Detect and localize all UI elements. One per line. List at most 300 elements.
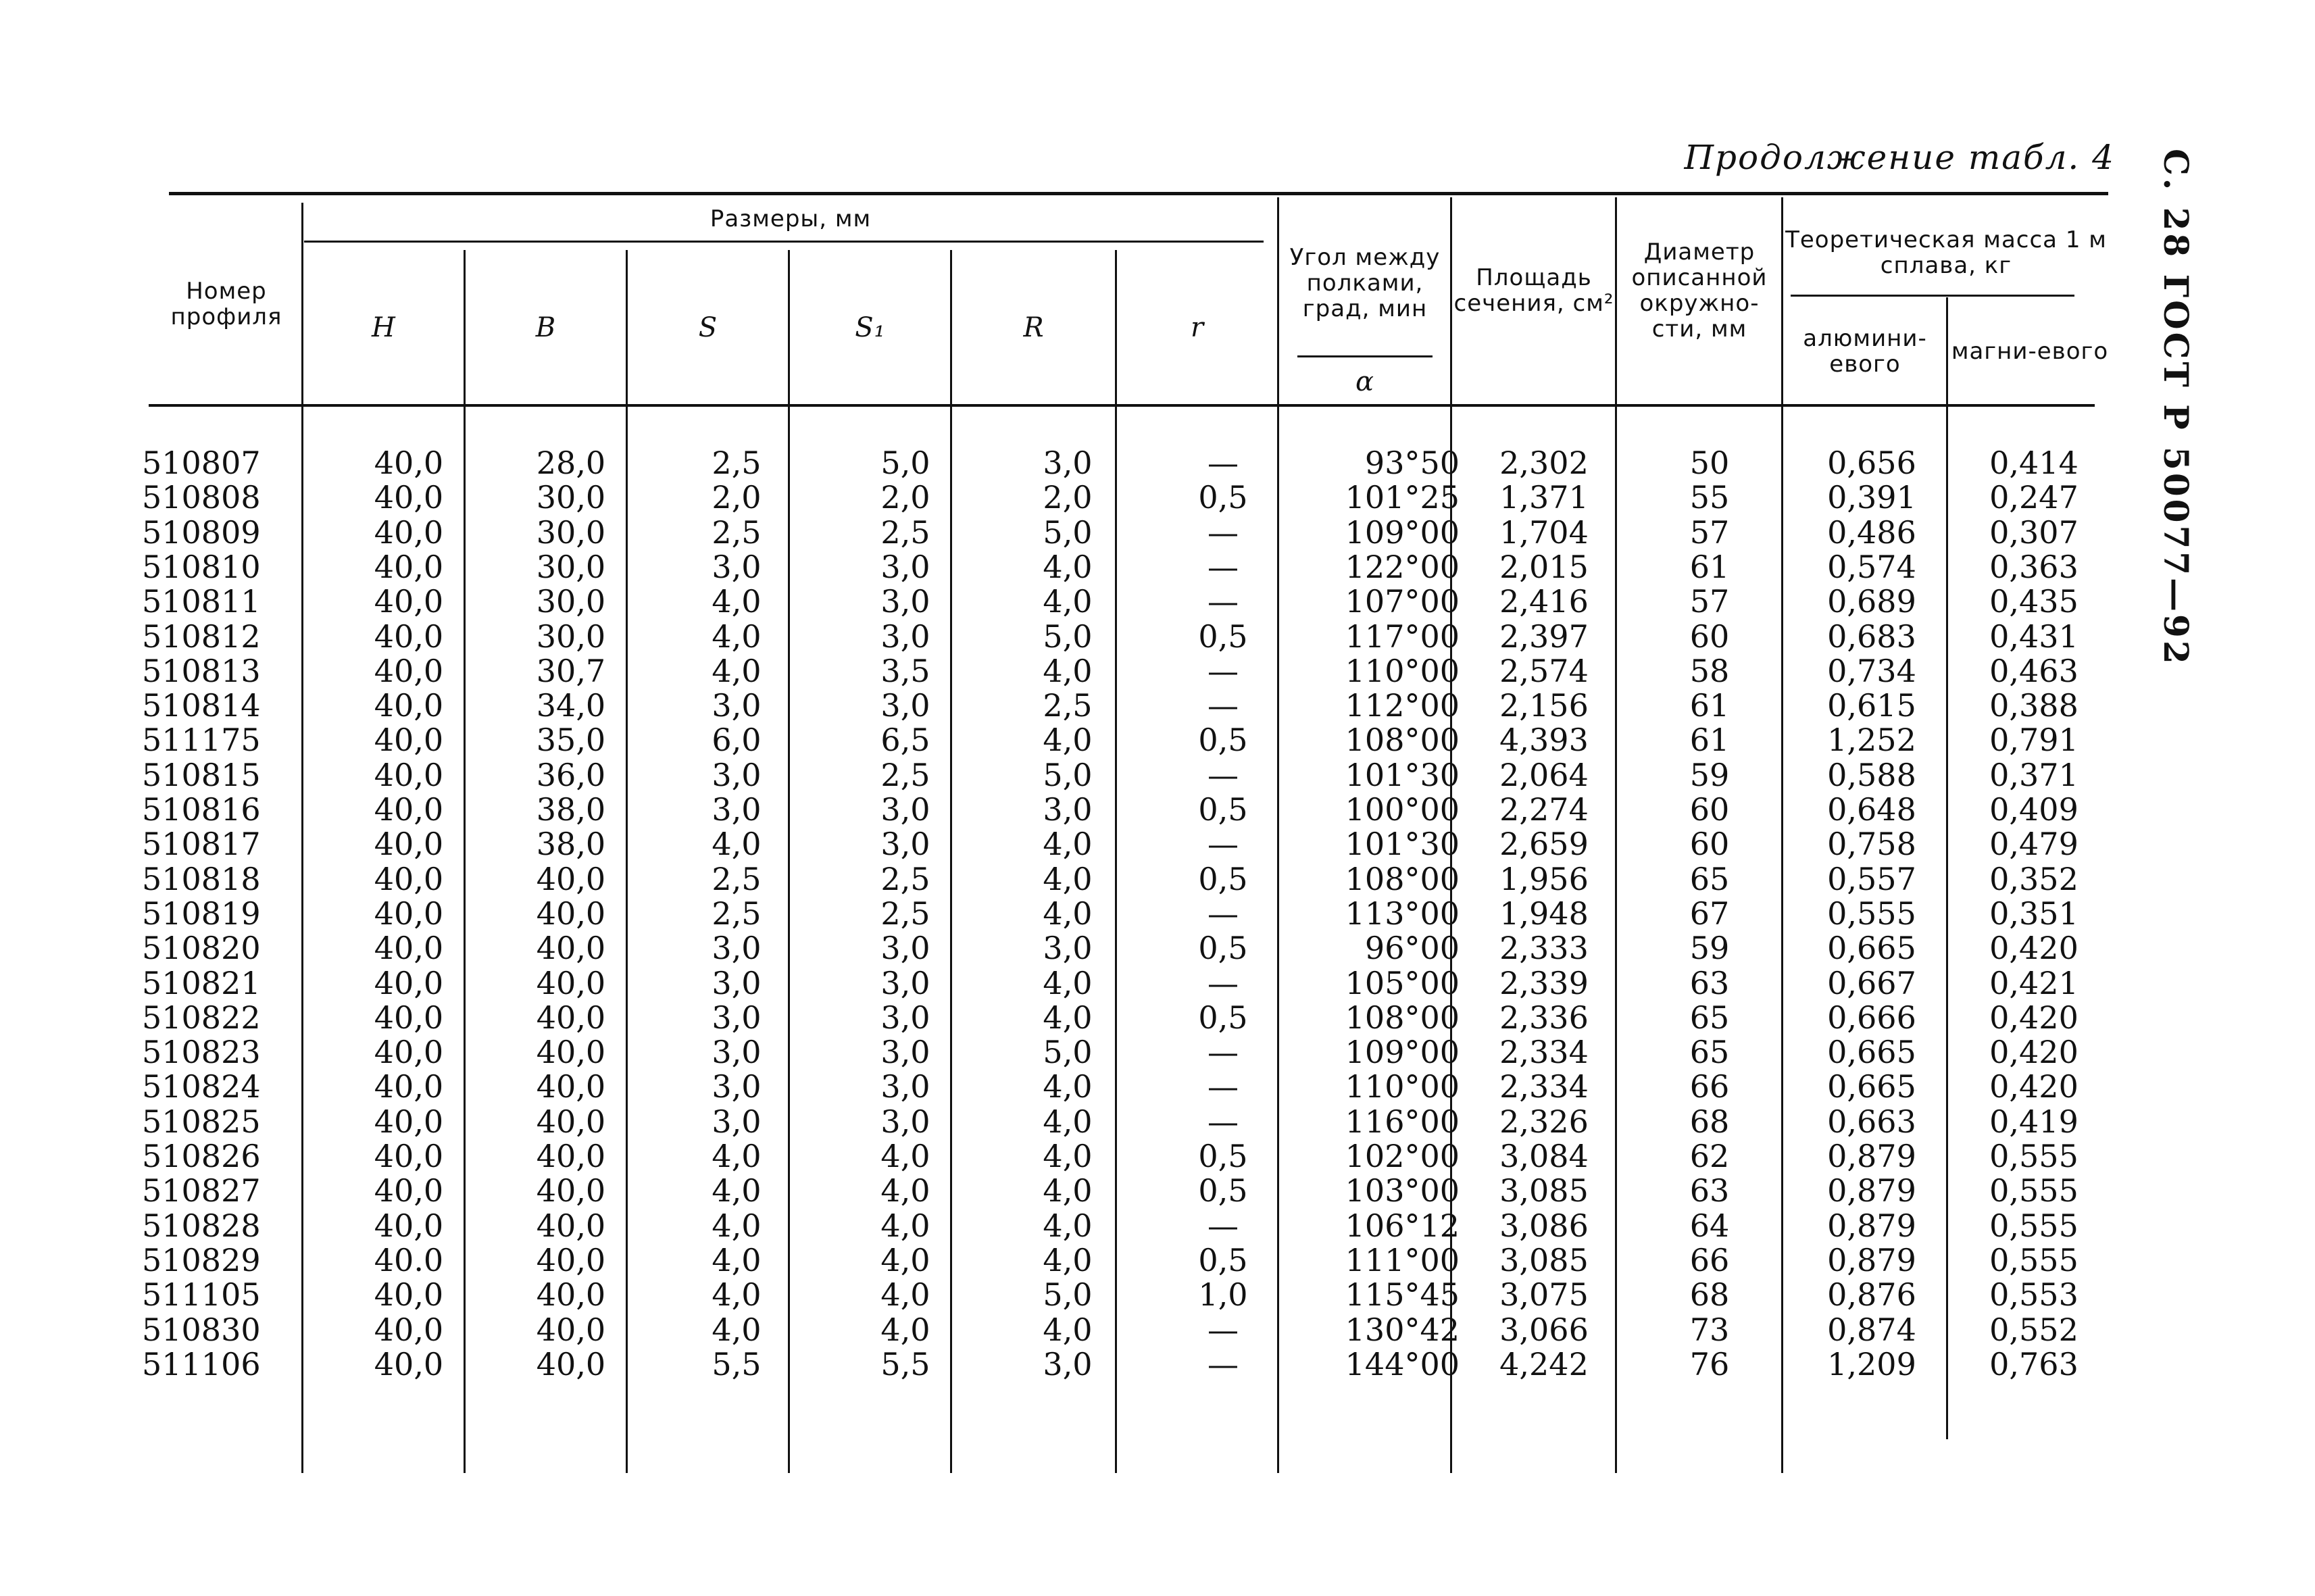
cell-angle: 112°00	[1345, 687, 1460, 724]
cell-S: 4,0	[712, 1207, 762, 1244]
cell-S1: 5,0	[880, 445, 930, 481]
cell-mass-aluminum: 0,648	[1827, 791, 1916, 828]
cell-S: 2,5	[712, 860, 762, 897]
cell-angle: 109°00	[1345, 1034, 1460, 1071]
cell-r: 0,5	[1198, 618, 1248, 655]
cell-mass-aluminum: 0,876	[1827, 1276, 1916, 1314]
cell-R: 4,0	[1043, 1172, 1093, 1210]
cell-S: 3,0	[712, 1034, 762, 1071]
cell-B: 40,0	[536, 1207, 606, 1244]
cell-S1: 3,0	[880, 964, 930, 1001]
cell-profile-number: 510815	[142, 756, 261, 793]
cell-mass-magnesium: 0,371	[1989, 756, 2078, 793]
cell-diameter: 59	[1689, 756, 1730, 793]
header-magnesium: магни-евого	[1951, 337, 2109, 365]
table-row	[142, 1243, 2169, 1278]
cell-profile-number: 510816	[142, 791, 261, 828]
cell-mass-magnesium: 0,555	[1989, 1172, 2078, 1210]
cell-area: 2,333	[1499, 930, 1589, 967]
cell-S1: 3,0	[880, 687, 930, 724]
table-row	[142, 1313, 2169, 1347]
cell-mass-aluminum: 0,879	[1827, 1241, 1916, 1278]
table-row	[142, 550, 2169, 584]
table-caption: Продолжение табл. 4	[1684, 138, 2115, 177]
cell-profile-number: 510820	[142, 930, 261, 967]
cell-B: 30,7	[536, 652, 606, 689]
cell-S1: 3,0	[880, 583, 930, 620]
cell-r: —	[1208, 895, 1239, 932]
cell-area: 3,066	[1499, 1311, 1589, 1348]
cell-mass-aluminum: 0,656	[1827, 445, 1916, 481]
cell-S1: 4,0	[880, 1138, 930, 1174]
cell-S: 4,0	[712, 1311, 762, 1348]
cell-diameter: 66	[1689, 1241, 1730, 1278]
dimensions-rule	[304, 241, 1264, 243]
cell-S: 3,0	[712, 964, 762, 1001]
cell-area: 3,084	[1499, 1138, 1589, 1174]
cell-mass-aluminum: 0,665	[1827, 1068, 1916, 1105]
cell-H: 40,0	[374, 583, 444, 620]
table-row	[142, 1105, 2169, 1139]
cell-B: 40,0	[536, 999, 606, 1036]
cell-mass-aluminum: 0,758	[1827, 826, 1916, 863]
cell-S1: 3,5	[880, 652, 930, 689]
cell-diameter: 61	[1689, 548, 1730, 585]
header-r: r	[1190, 311, 1205, 343]
cell-H: 40,0	[374, 1068, 444, 1105]
cell-R: 4,0	[1043, 860, 1093, 897]
cell-diameter: 73	[1689, 1311, 1730, 1348]
header-angle: Угол между полками, град, мин	[1289, 243, 1441, 323]
cell-profile-number: 510818	[142, 860, 261, 897]
cell-profile-number: 510828	[142, 1207, 261, 1244]
cell-S: 3,0	[712, 791, 762, 828]
cell-angle: 105°00	[1345, 964, 1460, 1001]
cell-H: 40,0	[374, 548, 444, 585]
cell-angle: 110°00	[1345, 652, 1460, 689]
cell-B: 35,0	[536, 722, 606, 759]
table-row	[142, 654, 2169, 689]
cell-S1: 5,5	[880, 1345, 930, 1382]
table-row	[142, 689, 2169, 723]
cell-H: 40,0	[374, 756, 444, 793]
cell-H: 40,0	[374, 1345, 444, 1382]
cell-diameter: 57	[1689, 514, 1730, 551]
cell-area: 1,956	[1499, 860, 1589, 897]
cell-S: 3,0	[712, 756, 762, 793]
cell-mass-aluminum: 0,574	[1827, 548, 1916, 585]
cell-r: —	[1208, 1345, 1239, 1382]
cell-S: 3,0	[712, 1068, 762, 1105]
cell-diameter: 65	[1689, 999, 1730, 1036]
cell-mass-aluminum: 0,879	[1827, 1138, 1916, 1174]
cell-H: 40,0	[374, 930, 444, 967]
cell-area: 1,948	[1499, 895, 1589, 932]
header-aluminum: алюмини-евого	[1803, 324, 1927, 378]
cell-diameter: 61	[1689, 687, 1730, 724]
cell-H: 40,0	[374, 1138, 444, 1174]
cell-mass-magnesium: 0,247	[1989, 479, 2078, 516]
cell-diameter: 59	[1689, 930, 1730, 967]
cell-mass-aluminum: 0,874	[1827, 1311, 1916, 1348]
cell-mass-magnesium: 0,420	[1989, 999, 2078, 1036]
cell-mass-aluminum: 0,615	[1827, 687, 1916, 724]
cell-area: 2,274	[1499, 791, 1589, 828]
table-row	[142, 758, 2169, 793]
cell-r: —	[1208, 445, 1239, 481]
header-B: B	[535, 311, 557, 343]
cell-S1: 3,0	[880, 1068, 930, 1105]
cell-H: 40,0	[374, 652, 444, 689]
cell-diameter: 65	[1689, 1034, 1730, 1071]
cell-R: 4,0	[1043, 1138, 1093, 1174]
table-row	[142, 1001, 2169, 1035]
cell-profile-number: 510814	[142, 687, 261, 724]
cell-angle: 101°30	[1345, 756, 1460, 793]
cell-S: 4,0	[712, 1172, 762, 1210]
cell-S: 4,0	[712, 1241, 762, 1278]
cell-r: —	[1208, 548, 1239, 585]
cell-B: 40,0	[536, 1068, 606, 1105]
cell-profile-number: 510813	[142, 652, 261, 689]
cell-S1: 2,5	[880, 514, 930, 551]
cell-R: 5,0	[1043, 514, 1093, 551]
cell-r: 0,5	[1198, 930, 1248, 967]
cell-B: 30,0	[536, 514, 606, 551]
cell-diameter: 76	[1689, 1345, 1730, 1382]
cell-area: 2,416	[1499, 583, 1589, 620]
cell-profile-number: 510827	[142, 1172, 261, 1210]
cell-r: 0,5	[1198, 1138, 1248, 1174]
cell-mass-magnesium: 0,479	[1989, 826, 2078, 863]
table-row	[142, 584, 2169, 619]
cell-S1: 3,0	[880, 1103, 930, 1140]
cell-diameter: 55	[1689, 479, 1730, 516]
cell-angle: 144°00	[1345, 1345, 1460, 1382]
cell-B: 40,0	[536, 930, 606, 967]
header-dimensions: Размеры, мм	[710, 205, 872, 232]
table-row	[142, 862, 2169, 897]
cell-R: 4,0	[1043, 895, 1093, 932]
cell-S: 3,0	[712, 548, 762, 585]
cell-S: 3,0	[712, 930, 762, 967]
cell-r: —	[1208, 756, 1239, 793]
cell-H: 40,0	[374, 479, 444, 516]
cell-profile-number: 510809	[142, 514, 261, 551]
cell-mass-magnesium: 0,352	[1989, 860, 2078, 897]
table-row	[142, 620, 2169, 654]
cell-r: —	[1208, 1311, 1239, 1348]
cell-profile-number: 510812	[142, 618, 261, 655]
cell-S: 4,0	[712, 1276, 762, 1314]
cell-mass-magnesium: 0,409	[1989, 791, 2078, 828]
cell-area: 3,086	[1499, 1207, 1589, 1244]
cell-S: 4,0	[712, 826, 762, 863]
cell-R: 4,0	[1043, 722, 1093, 759]
cell-R: 5,0	[1043, 1034, 1093, 1071]
cell-diameter: 68	[1689, 1103, 1730, 1140]
table-row	[142, 827, 2169, 862]
cell-mass-aluminum: 1,209	[1827, 1345, 1916, 1382]
cell-mass-magnesium: 0,435	[1989, 583, 2078, 620]
cell-mass-magnesium: 0,421	[1989, 964, 2078, 1001]
cell-angle: 101°25	[1345, 479, 1460, 516]
cell-diameter: 60	[1689, 791, 1730, 828]
cell-H: 40,0	[374, 445, 444, 481]
cell-R: 4,0	[1043, 1241, 1093, 1278]
cell-B: 40,0	[536, 1311, 606, 1348]
cell-H: 40,0	[374, 1172, 444, 1210]
cell-diameter: 58	[1689, 652, 1730, 689]
cell-area: 2,334	[1499, 1068, 1589, 1105]
cell-H: 40,0	[374, 1103, 444, 1140]
table-row	[142, 1278, 2169, 1312]
header-diameter: Диаметр описанной окружно-сти, мм	[1631, 238, 1768, 343]
cell-area: 1,704	[1499, 514, 1589, 551]
cell-B: 30,0	[536, 583, 606, 620]
cell-S1: 3,0	[880, 791, 930, 828]
cell-mass-magnesium: 0,351	[1989, 895, 2078, 932]
cell-diameter: 60	[1689, 826, 1730, 863]
cell-R: 4,0	[1043, 1103, 1093, 1140]
cell-angle: 108°00	[1345, 999, 1460, 1036]
cell-R: 5,0	[1043, 756, 1093, 793]
cell-diameter: 63	[1689, 1172, 1730, 1210]
cell-S1: 3,0	[880, 930, 930, 967]
cell-angle: 108°00	[1345, 860, 1460, 897]
cell-profile-number: 510824	[142, 1068, 261, 1105]
cell-R: 4,0	[1043, 1068, 1093, 1105]
cell-mass-magnesium: 0,420	[1989, 930, 2078, 967]
table-row	[142, 1070, 2169, 1104]
cell-angle: 116°00	[1345, 1103, 1460, 1140]
cell-area: 1,371	[1499, 479, 1589, 516]
cell-mass-magnesium: 0,463	[1989, 652, 2078, 689]
table-row	[142, 931, 2169, 966]
cell-H: 40,0	[374, 826, 444, 863]
cell-R: 4,0	[1043, 1207, 1093, 1244]
cell-R: 4,0	[1043, 999, 1093, 1036]
cell-S1: 3,0	[880, 826, 930, 863]
cell-H: 40,0	[374, 999, 444, 1036]
cell-mass-aluminum: 0,588	[1827, 756, 1916, 793]
header-S1: S₁	[855, 311, 886, 343]
table-row	[142, 480, 2169, 515]
cell-R: 3,0	[1043, 1345, 1093, 1382]
cell-B: 40,0	[536, 964, 606, 1001]
cell-mass-aluminum: 0,879	[1827, 1207, 1916, 1244]
header-area: Площадь сечения, см²	[1453, 264, 1614, 317]
cell-S1: 4,0	[880, 1207, 930, 1244]
cell-profile-number: 510817	[142, 826, 261, 863]
cell-r: —	[1208, 687, 1239, 724]
header-R: R	[1023, 311, 1045, 343]
cell-S: 2,5	[712, 445, 762, 481]
cell-area: 2,574	[1499, 652, 1589, 689]
cell-S: 2,5	[712, 895, 762, 932]
cell-mass-aluminum: 0,555	[1827, 895, 1916, 932]
angle-rule	[1297, 355, 1433, 357]
cell-mass-magnesium: 0,419	[1989, 1103, 2078, 1140]
top-rule	[169, 192, 2108, 195]
cell-profile-number: 510830	[142, 1311, 261, 1348]
cell-profile-number: 511175	[142, 722, 261, 759]
cell-angle: 115°45	[1345, 1276, 1460, 1314]
cell-diameter: 62	[1689, 1138, 1730, 1174]
cell-mass-magnesium: 0,552	[1989, 1311, 2078, 1348]
cell-H: 40,0	[374, 791, 444, 828]
cell-angle: 113°00	[1345, 895, 1460, 932]
cell-mass-magnesium: 0,555	[1989, 1138, 2078, 1174]
cell-B: 34,0	[536, 687, 606, 724]
cell-r: 0,5	[1198, 1241, 1248, 1278]
cell-B: 28,0	[536, 445, 606, 481]
cell-B: 38,0	[536, 791, 606, 828]
cell-mass-magnesium: 0,420	[1989, 1068, 2078, 1105]
table-row	[142, 1347, 2169, 1382]
cell-H: 40,0	[374, 964, 444, 1001]
mass-rule	[1791, 295, 2074, 297]
table-row	[142, 1035, 2169, 1070]
cell-S: 4,0	[712, 618, 762, 655]
cell-profile-number: 511105	[142, 1276, 261, 1314]
cell-mass-magnesium: 0,388	[1989, 687, 2078, 724]
cell-area: 2,339	[1499, 964, 1589, 1001]
cell-angle: 106°12	[1345, 1207, 1460, 1244]
cell-mass-magnesium: 0,414	[1989, 445, 2078, 481]
cell-mass-aluminum: 0,486	[1827, 514, 1916, 551]
cell-S1: 3,0	[880, 1034, 930, 1071]
cell-area: 3,085	[1499, 1172, 1589, 1210]
cell-H: 40,0	[374, 687, 444, 724]
cell-S: 4,0	[712, 652, 762, 689]
table-row	[142, 446, 2169, 480]
cell-S1: 2,0	[880, 479, 930, 516]
cell-S: 4,0	[712, 1138, 762, 1174]
cell-area: 2,397	[1499, 618, 1589, 655]
cell-area: 2,659	[1499, 826, 1589, 863]
cell-R: 2,0	[1043, 479, 1093, 516]
cell-diameter: 67	[1689, 895, 1730, 932]
cell-mass-magnesium: 0,763	[1989, 1345, 2078, 1382]
cell-area: 2,334	[1499, 1034, 1589, 1071]
cell-angle: 107°00	[1345, 583, 1460, 620]
cell-R: 3,0	[1043, 791, 1093, 828]
cell-area: 4,393	[1499, 722, 1589, 759]
cell-profile-number: 510821	[142, 964, 261, 1001]
table-row	[142, 1209, 2169, 1243]
side-page-label: С. 28 ГОСТ Р 50077—92	[2156, 149, 2196, 667]
cell-angle: 100°00	[1345, 791, 1460, 828]
cell-S: 6,0	[712, 722, 762, 759]
cell-r: —	[1208, 514, 1239, 551]
cell-R: 2,5	[1043, 687, 1093, 724]
cell-H: 40.0	[374, 1241, 444, 1278]
cell-r: —	[1208, 964, 1239, 1001]
header-mass: Теоретическая масса 1 м сплава, кг	[1785, 226, 2107, 279]
cell-S1: 4,0	[880, 1172, 930, 1210]
cell-S: 2,5	[712, 514, 762, 551]
cell-B: 30,0	[536, 479, 606, 516]
cell-r: —	[1208, 1103, 1239, 1140]
cell-diameter: 68	[1689, 1276, 1730, 1314]
table-row	[142, 966, 2169, 1001]
cell-angle: 111°00	[1345, 1241, 1460, 1278]
cell-angle: 102°00	[1345, 1138, 1460, 1174]
cell-B: 40,0	[536, 1241, 606, 1278]
cell-angle: 122°00	[1345, 548, 1460, 585]
cell-H: 40,0	[374, 1276, 444, 1314]
cell-mass-magnesium: 0,555	[1989, 1241, 2078, 1278]
cell-area: 2,326	[1499, 1103, 1589, 1140]
cell-B: 40,0	[536, 1034, 606, 1071]
cell-diameter: 60	[1689, 618, 1730, 655]
cell-mass-magnesium: 0,791	[1989, 722, 2078, 759]
cell-area: 2,156	[1499, 687, 1589, 724]
cell-S1: 2,5	[880, 895, 930, 932]
cell-H: 40,0	[374, 722, 444, 759]
header-bottom-rule	[149, 404, 2095, 407]
cell-mass-aluminum: 0,879	[1827, 1172, 1916, 1210]
cell-B: 40,0	[536, 1276, 606, 1314]
cell-R: 3,0	[1043, 445, 1093, 481]
cell-B: 36,0	[536, 756, 606, 793]
cell-area: 3,075	[1499, 1276, 1589, 1314]
cell-S1: 3,0	[880, 618, 930, 655]
cell-S1: 2,5	[880, 756, 930, 793]
cell-angle: 109°00	[1345, 514, 1460, 551]
cell-S1: 4,0	[880, 1276, 930, 1314]
cell-angle: 117°00	[1345, 618, 1460, 655]
header-profile-number: Номер профиля	[170, 277, 282, 330]
cell-r: 0,5	[1198, 1172, 1248, 1210]
cell-diameter: 57	[1689, 583, 1730, 620]
cell-profile-number: 510829	[142, 1241, 261, 1278]
cell-R: 4,0	[1043, 826, 1093, 863]
cell-S: 2,0	[712, 479, 762, 516]
cell-B: 40,0	[536, 1172, 606, 1210]
cell-R: 4,0	[1043, 652, 1093, 689]
cell-profile-number: 510808	[142, 479, 261, 516]
cell-profile-number: 510811	[142, 583, 261, 620]
cell-H: 40,0	[374, 860, 444, 897]
cell-B: 30,0	[536, 548, 606, 585]
cell-B: 38,0	[536, 826, 606, 863]
cell-r: —	[1208, 652, 1239, 689]
cell-area: 2,302	[1499, 445, 1589, 481]
cell-H: 40,0	[374, 1311, 444, 1348]
cell-diameter: 63	[1689, 964, 1730, 1001]
cell-B: 40,0	[536, 1345, 606, 1382]
cell-diameter: 61	[1689, 722, 1730, 759]
cell-S: 3,0	[712, 687, 762, 724]
header-S: S	[698, 311, 718, 343]
cell-mass-magnesium: 0,420	[1989, 1034, 2078, 1071]
cell-B: 40,0	[536, 1103, 606, 1140]
cell-profile-number: 510807	[142, 445, 261, 481]
cell-diameter: 50	[1689, 445, 1730, 481]
cell-angle: 96°00	[1364, 930, 1460, 967]
cell-mass-magnesium: 0,555	[1989, 1207, 2078, 1244]
cell-S: 3,0	[712, 999, 762, 1036]
cell-R: 5,0	[1043, 1276, 1093, 1314]
cell-diameter: 65	[1689, 860, 1730, 897]
cell-r: 0,5	[1198, 791, 1248, 828]
cell-S1: 4,0	[880, 1311, 930, 1348]
cell-angle: 110°00	[1345, 1068, 1460, 1105]
cell-mass-aluminum: 0,665	[1827, 930, 1916, 967]
cell-H: 40,0	[374, 618, 444, 655]
